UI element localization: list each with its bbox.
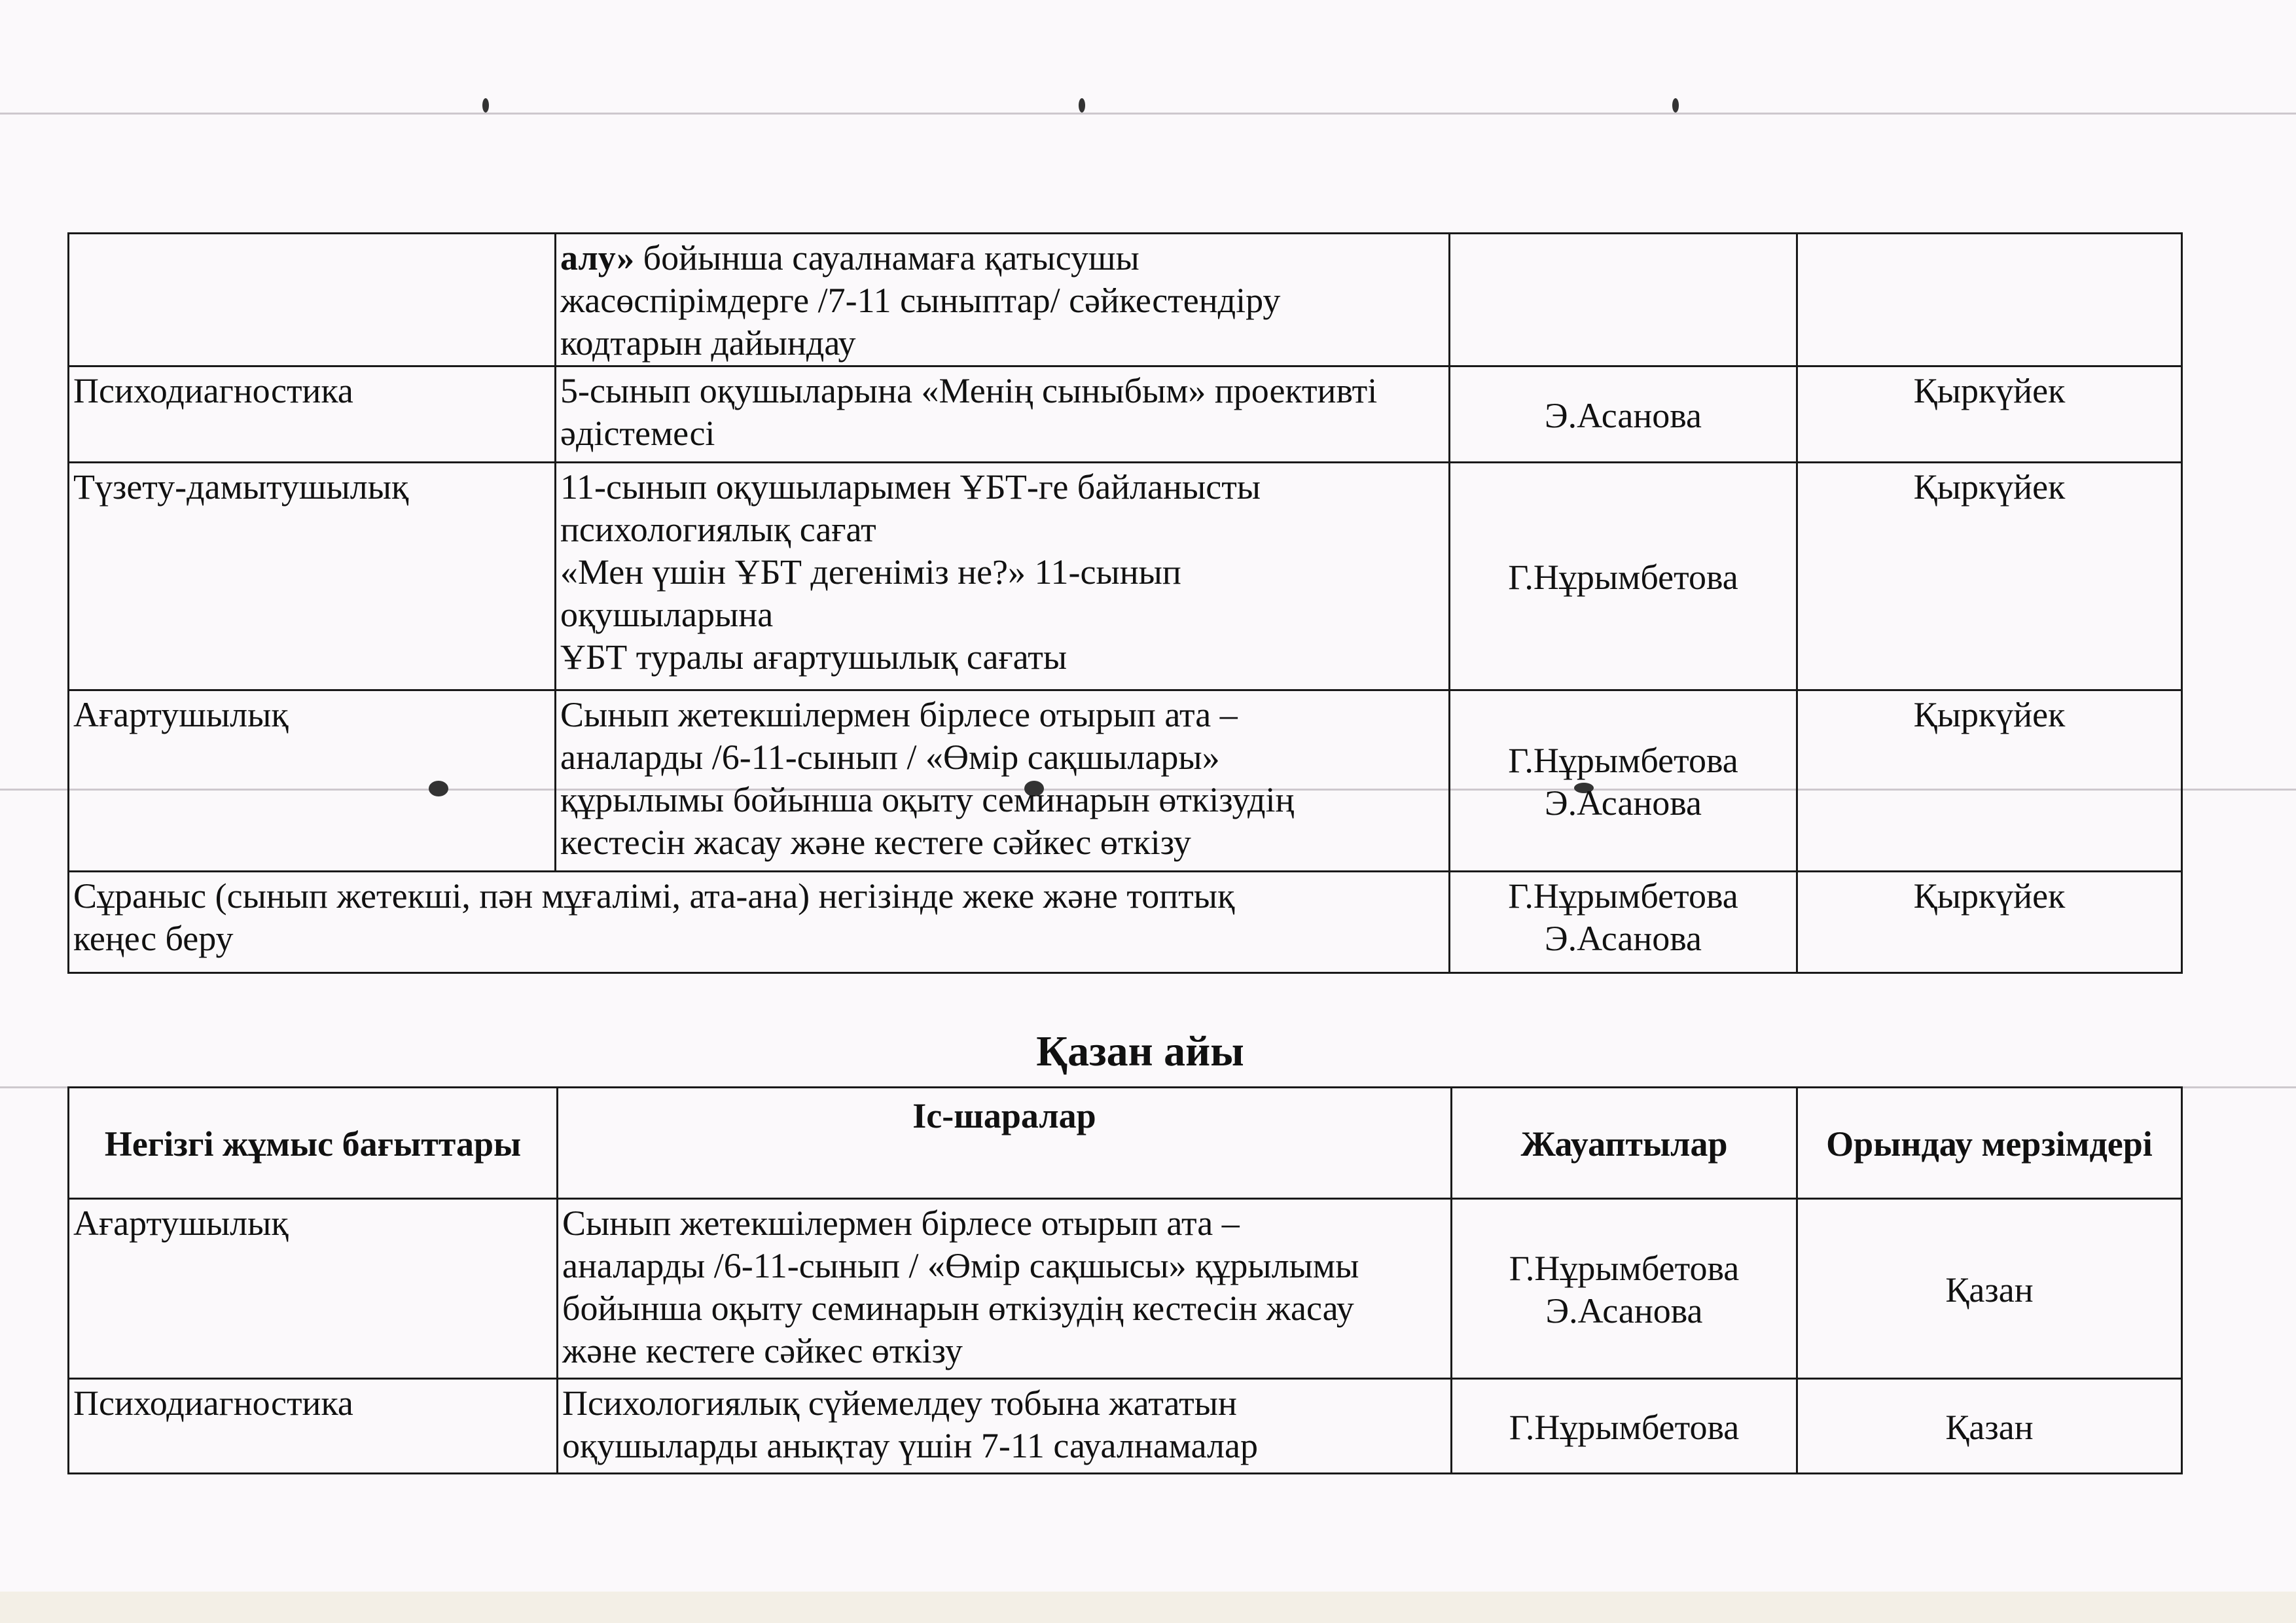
responsible-cell — [1450, 234, 1797, 366]
responsible-name: Э.Асанова — [1545, 1291, 1703, 1330]
responsible-name: Э.Асанова — [1544, 395, 1702, 435]
activity-line: 11-сынып оқушыларымен ҰБТ-ге байланысты — [560, 467, 1261, 507]
deadline-cell: Қыркүйек — [1797, 366, 2182, 463]
activity-line: Сынып жетекшілермен бірлесе отырып ата – — [560, 695, 1238, 734]
request-consultation-cell — [69, 872, 1450, 973]
scan-speck — [482, 98, 489, 113]
activity-cell — [556, 366, 1450, 463]
responsible-cell — [1450, 366, 1797, 463]
direction-cell: Психодиагностика — [69, 366, 556, 463]
table-row — [69, 1199, 2182, 1379]
activity-bold-prefix: алу» — [560, 238, 635, 277]
responsible-cell — [1452, 1379, 1797, 1474]
activity-line: психологиялық сағат — [560, 510, 876, 549]
responsible-name: Г.Нұрымбетова — [1509, 1407, 1740, 1447]
responsible-name: Э.Асанова — [1544, 783, 1702, 823]
activity-cell — [556, 690, 1450, 872]
activity-line: құрылымы бойынша оқыту семинарын өткізудің — [560, 780, 1295, 819]
responsible-name: Г.Нұрымбетова — [1509, 1249, 1740, 1288]
scan-speck — [1672, 98, 1679, 113]
activity-line: «Мен үшін ҰБТ дегеніміз не?» 11-сынып — [560, 552, 1181, 592]
responsible-name: Г.Нұрымбетова — [1508, 558, 1738, 597]
activity-line-rest: бойынша сауалнамаға қатысушы — [634, 238, 1139, 277]
activity-cell — [556, 463, 1450, 690]
activity-line: 5-сынып оқушыларына «Менің сыныбым» проективті — [560, 371, 1378, 410]
direction-cell — [69, 234, 556, 366]
responsible-cell — [1450, 690, 1797, 872]
table-row — [69, 1379, 2182, 1474]
activity-line: аналарды /6-11-сынып / «Өмір сақшысы» құрылымы — [562, 1246, 1359, 1285]
table-row — [69, 872, 2182, 973]
month-heading-text: Қазан айы — [1036, 1027, 1244, 1075]
activity-line: оқушыларына — [560, 595, 774, 634]
activity-line: Сынып жетекшілермен бірлесе отырып ата – — [562, 1204, 1240, 1243]
responsible-name: Г.Нұрымбетова — [1508, 741, 1738, 780]
october-plan-table — [67, 1086, 2183, 1474]
responsible-cell — [1452, 1199, 1797, 1379]
deadline-cell: Қыркүйек — [1797, 690, 2182, 872]
deadline-cell: Қазан — [1797, 1199, 2182, 1379]
header-responsible: Жауаптылар — [1452, 1088, 1797, 1199]
header-direction: Негізгі жұмыс бағыттары — [69, 1088, 558, 1199]
activity-line: жасөспірімдерге /7-11 сыныптар/ сәйкестендіру — [560, 281, 1281, 320]
header-deadline: Орындау мерзімдері — [1797, 1088, 2182, 1199]
september-plan-table — [67, 232, 2183, 974]
responsible-name: Г.Нұрымбетова — [1508, 876, 1738, 916]
deadline-cell — [1797, 234, 2182, 366]
direction-cell: Түзету-дамытушылық — [69, 463, 556, 690]
activity-cell — [558, 1379, 1452, 1474]
activity-line: Сұраныс (сынып жетекші, пән мұғалімі, ата-ана) негізінде жеке және топтық — [73, 876, 1235, 916]
activity-line: бойынша оқыту семинарын өткізудің кестесін жасау — [562, 1289, 1354, 1328]
table-row — [69, 463, 2182, 690]
responsible-cell — [1450, 872, 1797, 973]
activity-line: кеңес беру — [73, 919, 234, 958]
deadline-cell: Қыркүйек — [1797, 872, 2182, 973]
scan-line-artifact — [0, 113, 2296, 115]
month-heading — [0, 1029, 2296, 1075]
activity-line: кестесін жасау және кестеге сәйкес өткізу — [560, 823, 1191, 862]
table-header-row — [69, 1088, 2182, 1199]
deadline-cell: Қазан — [1797, 1379, 2182, 1474]
activity-line: Психологиялық сүйемелдеу тобына жататын — [562, 1383, 1237, 1423]
table-row — [69, 234, 2182, 366]
activity-line — [560, 237, 1444, 279]
activity-line: ҰБТ туралы ағартушылық сағаты — [560, 637, 1067, 677]
activity-cell — [556, 234, 1450, 366]
responsible-name: Э.Асанова — [1544, 919, 1702, 958]
activity-cell — [558, 1199, 1452, 1379]
direction-cell: Ағартушылық — [69, 1199, 558, 1379]
activity-line: аналарды /6-11-сынып / «Өмір сақшылары» — [560, 738, 1220, 777]
direction-cell: Ағартушылық — [69, 690, 556, 872]
activity-line: және кестеге сәйкес өткізу — [562, 1331, 963, 1370]
header-activities: Іс-шаралар — [558, 1088, 1452, 1199]
scan-speck — [1079, 98, 1085, 113]
responsible-cell — [1450, 463, 1797, 690]
table-row — [69, 366, 2182, 463]
activity-line: оқушыларды анықтау үшін 7-11 сауалнамалар — [562, 1426, 1258, 1465]
activity-line: кодтарын дайындау — [560, 323, 856, 363]
direction-cell: Психодиагностика — [69, 1379, 558, 1474]
activity-line: әдістемесі — [560, 414, 715, 453]
deadline-cell: Қыркүйек — [1797, 463, 2182, 690]
scan-bottom-edge — [0, 1592, 2296, 1623]
table-row — [69, 690, 2182, 872]
